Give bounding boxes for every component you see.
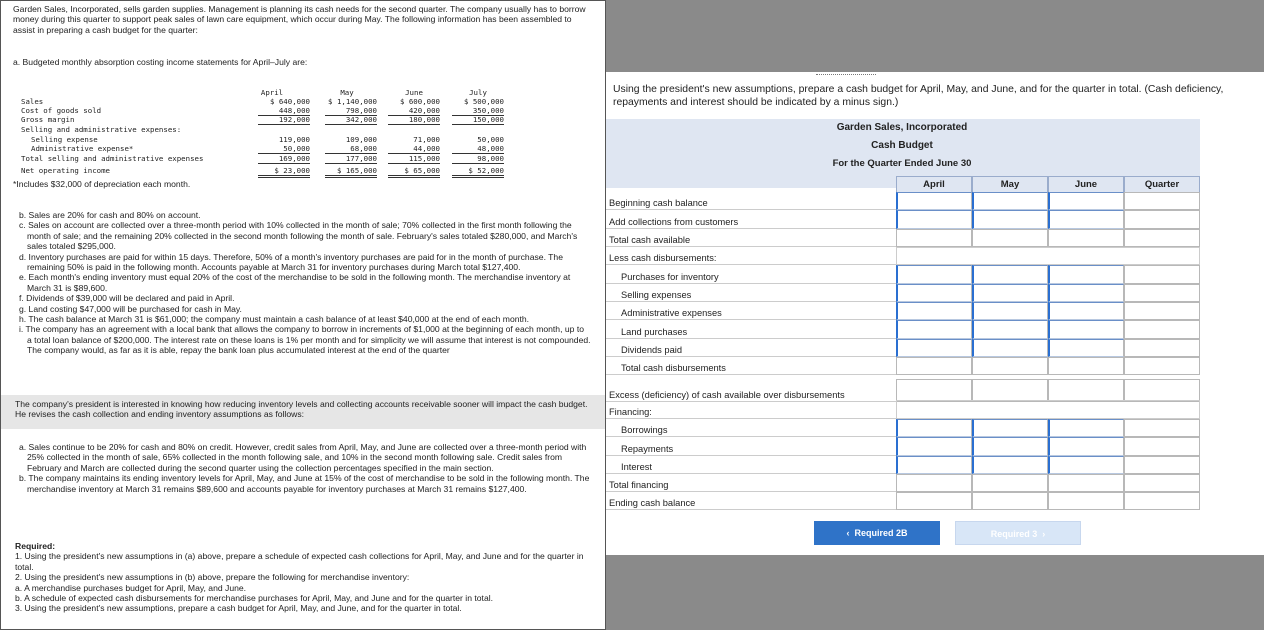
input-cell[interactable]: [1048, 492, 1124, 510]
input-cell[interactable]: [896, 229, 972, 247]
input-cell[interactable]: [1048, 357, 1124, 375]
cell: 119,000: [278, 135, 310, 144]
input-cell[interactable]: [1124, 339, 1200, 357]
budget-row: [606, 229, 1200, 247]
input-cell[interactable]: [896, 456, 972, 474]
list-item: 1. Using the president's new assumptions in (a) above, prepare a schedule of expected cash collections for April, May, and June and for the quarter in total.: [15, 551, 584, 572]
next-required-button[interactable]: [955, 521, 1081, 545]
row-label: Total financing: [609, 480, 669, 490]
input-cell[interactable]: [972, 492, 1048, 510]
row-label: Cost of goods sold: [21, 106, 102, 115]
list-item: b. Sales are 20% for cash and 80% on account.: [19, 210, 201, 220]
row-divider: [606, 400, 896, 419]
input-cell[interactable]: [972, 419, 1048, 437]
list-item: 2. Using the president's new assumptions in (b) above, prepare the following for merchandise inventory:: [15, 572, 410, 583]
budget-name: Cash Budget: [871, 140, 933, 151]
input-cell[interactable]: [972, 437, 1048, 456]
assumption-list: [13, 442, 591, 494]
input-cell[interactable]: [896, 320, 972, 339]
input-cell[interactable]: [972, 265, 1048, 284]
input-cell[interactable]: [1048, 192, 1124, 210]
col-header: June: [405, 88, 423, 97]
footnote: *Includes $32,000 of depreciation each month.: [13, 179, 191, 189]
budget-row: [606, 192, 1200, 210]
list-item: a. Sales continue to be 20% for cash and 80% on credit. However, credit sales from April, May, and June are collected over a three-month period with 25% collected in the month of sale, 65% collected in the month following sale, and 10% in the second month following sale. Credit sales from February and March are collected during the second quarter using the collection percentages specified in the main section.: [19, 442, 587, 473]
budget-row: [606, 379, 1200, 402]
cell: 448,000: [258, 106, 310, 116]
row-divider: [606, 229, 896, 247]
row-label: Purchases for inventory: [621, 272, 719, 282]
list-item: d. Inventory purchases are paid for within 15 days. Therefore, 50% of a month's inventory purchases are paid for in the month of purchase. The remaining 50% is paid in the following month. Accounts payable at March 31 for inventory purchases during March total $127,400.: [19, 251, 563, 273]
budget-row: [606, 320, 1200, 339]
input-cell[interactable]: [1048, 339, 1124, 357]
input-cell[interactable]: [972, 320, 1048, 339]
cell: 50,000: [477, 135, 504, 144]
input-cell[interactable]: [1048, 320, 1124, 339]
input-cell[interactable]: [896, 265, 972, 284]
input-cell[interactable]: [1124, 474, 1200, 492]
row-label: Add collections from customers: [609, 217, 739, 227]
input-cell[interactable]: [1124, 357, 1200, 375]
input-cell[interactable]: [1124, 210, 1200, 229]
cell: 71,000: [413, 135, 440, 144]
input-cell[interactable]: [896, 492, 972, 510]
list-item: i. The company has an agreement with a local bank that allows the company to borrow in increments of $1,000 at the beginning of each month, up to a total loan balance of $200,000. The interest rate on these loans is 1% per month and for simplicity we will assume that interest is not compounded. The company would, as far as it is able, repay the bank loan plus accumulated interest at the end of the quarter: [19, 324, 591, 356]
col-header-june: June: [1048, 176, 1124, 194]
list-item: g. Land costing $47,000 will be purchased for cash in May.: [19, 303, 242, 314]
cell: 150,000: [452, 115, 504, 125]
input-cell[interactable]: [896, 339, 972, 357]
president-note: The company's president is interested in knowing how reducing inventory levels and collecting accounts receivable sooner will impact the cash budget. He revises the cash collection and ending inventory assumptions as follows:: [15, 399, 588, 420]
budget-row: [606, 357, 1200, 375]
row-divider: [606, 474, 896, 492]
budget-row: [606, 456, 1200, 474]
input-cell[interactable]: [1124, 302, 1200, 320]
row-divider: [606, 437, 896, 456]
input-cell[interactable]: [896, 302, 972, 320]
row-label: Excess (deficiency) of cash available over disbursements: [609, 390, 845, 400]
row-divider: [606, 357, 896, 375]
cell: 109,000: [345, 135, 377, 144]
section-spacer: [896, 400, 1200, 419]
input-cell[interactable]: [1048, 379, 1124, 402]
input-cell[interactable]: [972, 379, 1048, 402]
cell: 98,000: [452, 154, 504, 164]
input-cell[interactable]: [972, 284, 1048, 302]
input-cell[interactable]: [972, 456, 1048, 474]
list-item: h. The cash balance at March 31 is $61,000; the company must maintain a cash balance of at least $40,000 at the end of each month.: [19, 314, 530, 325]
input-cell[interactable]: [896, 379, 972, 402]
cell: 420,000: [388, 106, 440, 116]
col-header: May: [340, 88, 354, 97]
input-cell[interactable]: [896, 437, 972, 456]
input-cell[interactable]: [972, 302, 1048, 320]
input-cell[interactable]: [972, 474, 1048, 492]
input-cell[interactable]: [1124, 192, 1200, 210]
input-cell[interactable]: [1124, 419, 1200, 437]
cell: 50,000: [258, 144, 310, 154]
cell: 342,000: [325, 115, 377, 125]
cash-budget-panel: [606, 72, 1264, 555]
col-header-quarter: Quarter: [1124, 176, 1200, 194]
cell: 350,000: [452, 106, 504, 116]
instruction-text: Using the president's new assumptions, prepare a cash budget for April, May, and June, and for the quarter in total. (Cash deficiency, repayments and interest should be indicated by a minus sign.): [613, 84, 1224, 108]
row-divider: [606, 247, 896, 265]
list-item: b. The company maintains its ending inventory levels for April, May, and June at 15% of the cost of merchandise to be sold in the following month. The merchandise inventory at March 31 remains $89,600 and accounts payable for inventory purchases at March 31 remains $127,400.: [19, 473, 590, 494]
col-header: July: [469, 88, 487, 97]
input-cell[interactable]: [1048, 456, 1124, 474]
chevron-left-icon: ‹: [846, 528, 850, 538]
row-label: Gross margin: [21, 115, 75, 124]
row-label: Net operating income: [21, 166, 110, 175]
input-cell[interactable]: [1124, 284, 1200, 302]
input-cell[interactable]: [1048, 265, 1124, 284]
row-label: Selling expenses: [621, 290, 692, 300]
budget-row: [606, 247, 1200, 265]
input-cell[interactable]: [1048, 474, 1124, 492]
cell: $ 600,000: [399, 97, 440, 106]
budget-row: [606, 400, 1200, 419]
intro-text: Garden Sales, Incorporated, sells garden supplies. Management is planning its cash needs for the second quarter. The company usually has to borrow money during this quarter to support peak sales of lawn care equipment, which occur during May. The following information has been assembled to assist in preparing a cash budget for the quarter:: [13, 4, 586, 35]
chevron-right-icon: ›: [1042, 529, 1046, 539]
list-item: e. Each month's ending inventory must equal 20% of the cost of the merchandise to be sold in the following month. The merchandise inventory at March 31 is $89,600.: [19, 272, 571, 293]
budget-row: [606, 419, 1200, 437]
col-header-may: May: [972, 176, 1048, 194]
list-item: b. A schedule of expected cash disbursements for merchandise purchases for April, May, and June and for the quarter in total.: [15, 593, 494, 604]
col-header: April: [260, 88, 284, 97]
item-list: [13, 210, 591, 356]
list-item: 3. Using the president's new assumptions, prepare a cash budget for April, May, and June, and for the quarter in total.: [15, 603, 462, 614]
cell: 169,000: [258, 154, 310, 164]
cell: 798,000: [325, 106, 377, 116]
required-title: Required:: [15, 541, 56, 551]
cell: 192,000: [258, 115, 310, 125]
income-statement-table: [1, 88, 521, 183]
input-cell[interactable]: [896, 210, 972, 229]
next-button-label: Required 3: [990, 529, 1038, 539]
input-cell[interactable]: [1048, 419, 1124, 437]
cell: $ 640,000: [269, 97, 310, 106]
input-cell[interactable]: [1048, 437, 1124, 456]
row-label: Repayments: [621, 444, 674, 454]
row-label: Administrative expense*: [31, 144, 134, 153]
budget-row: [606, 210, 1200, 229]
input-cell[interactable]: [896, 192, 972, 210]
cell: $ 52,000: [452, 166, 504, 178]
input-cell[interactable]: [896, 474, 972, 492]
list-item: c. Sales on account are collected over a three-month period with 10% collected in the month of sale; 70% collected in the first month following the month of sale; and the remaining 20% collected in the second month following the month of sale. February's sales totaled $280,000, and March's sales totaled $295,000.: [19, 220, 578, 252]
prev-required-button[interactable]: [814, 521, 940, 545]
cell: $ 65,000: [388, 166, 440, 178]
row-divider: [606, 302, 896, 320]
president-note-box: [1, 395, 605, 429]
list-item: a. A merchandise purchases budget for April, May, and June.: [15, 582, 247, 593]
input-cell[interactable]: [1048, 229, 1124, 247]
problem-panel: [0, 0, 606, 630]
input-cell[interactable]: [1124, 437, 1200, 456]
input-cell[interactable]: [972, 229, 1048, 247]
section-spacer: [896, 247, 1200, 265]
prev-button-label: Required 2B: [854, 528, 908, 538]
budget-row: [606, 302, 1200, 320]
row-label: Borrowings: [621, 425, 668, 435]
input-cell[interactable]: [1048, 302, 1124, 320]
row-label: Interest: [621, 462, 653, 472]
budget-row: [606, 437, 1200, 456]
row-label: Total selling and administrative expenses: [21, 154, 204, 163]
row-divider: [606, 339, 896, 357]
input-cell[interactable]: [896, 419, 972, 437]
input-cell[interactable]: [1048, 284, 1124, 302]
cell: 180,000: [388, 115, 440, 125]
cell: $ 500,000: [463, 97, 504, 106]
row-label: Administrative expenses: [621, 308, 722, 318]
row-label: Dividends paid: [621, 345, 682, 355]
row-label: Ending cash balance: [609, 498, 696, 508]
input-cell[interactable]: [1048, 210, 1124, 229]
col-header-april: April: [896, 176, 972, 194]
input-cell[interactable]: [972, 192, 1048, 210]
row-label: Selling and administrative expenses:: [21, 125, 182, 134]
row-divider: [606, 492, 896, 510]
input-cell[interactable]: [972, 210, 1048, 229]
item-a-text: a. Budgeted monthly absorption costing income statements for April–July are:: [13, 57, 308, 67]
input-cell[interactable]: [1124, 379, 1200, 402]
input-cell[interactable]: [896, 284, 972, 302]
input-cell[interactable]: [972, 357, 1048, 375]
budget-row: [606, 492, 1200, 510]
cell: 44,000: [388, 144, 440, 154]
cell: 48,000: [452, 144, 504, 154]
budget-row: [606, 339, 1200, 357]
cell: 177,000: [325, 154, 377, 164]
row-divider: [606, 419, 896, 437]
row-label: Land purchases: [621, 327, 688, 337]
company-name: Garden Sales, Incorporated: [836, 122, 968, 133]
cell: $ 1,140,000: [328, 97, 377, 106]
row-divider: [606, 284, 896, 302]
cash-budget-table: [606, 192, 1200, 516]
input-cell[interactable]: [896, 357, 972, 375]
row-divider: [606, 210, 896, 229]
input-cell[interactable]: [1124, 229, 1200, 247]
row-divider: [606, 192, 896, 210]
input-cell[interactable]: [1124, 456, 1200, 474]
row-divider: [606, 379, 896, 402]
cell: 68,000: [325, 144, 377, 154]
budget-period: For the Quarter Ended June 30: [832, 158, 972, 169]
row-label: Sales: [21, 97, 44, 106]
row-divider: [606, 265, 896, 284]
row-divider: [606, 320, 896, 339]
cell: 115,000: [388, 154, 440, 164]
row-label: Beginning cash balance: [609, 198, 708, 208]
list-item: f. Dividends of $39,000 will be declared and paid in April.: [19, 293, 235, 304]
input-cell[interactable]: [1124, 265, 1200, 284]
input-cell[interactable]: [1124, 492, 1200, 510]
row-label: Financing:: [609, 407, 652, 417]
divider: [816, 74, 876, 75]
row-label: Selling expense: [31, 135, 98, 144]
input-cell[interactable]: [1124, 320, 1200, 339]
budget-row: [606, 474, 1200, 492]
row-divider: [606, 456, 896, 474]
required-section: [15, 541, 595, 614]
cell: $ 23,000: [258, 166, 310, 178]
budget-row: [606, 265, 1200, 284]
row-label: Total cash disbursements: [621, 363, 726, 373]
row-label: Less cash disbursements:: [609, 253, 717, 263]
cell: $ 165,000: [325, 166, 377, 178]
input-cell[interactable]: [972, 339, 1048, 357]
budget-row: [606, 284, 1200, 302]
row-label: Total cash available: [609, 235, 691, 245]
